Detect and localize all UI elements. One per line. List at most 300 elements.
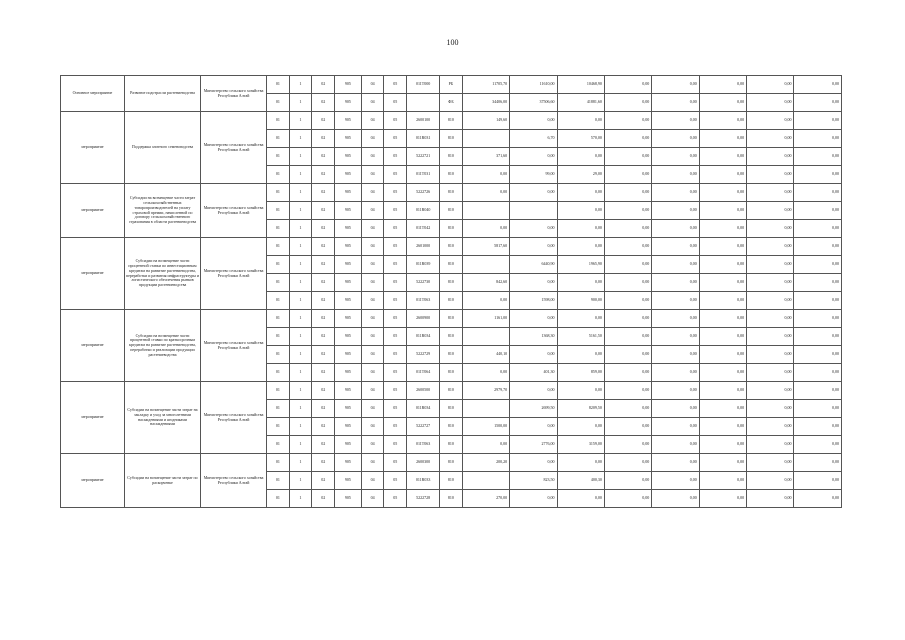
amount-cell: 0,00 [747,328,794,346]
amount-cell: 1965,90 [557,256,604,274]
amount-cell: 0,00 [794,382,842,400]
code-cell: 2600900 [407,310,440,328]
amount-cell: 0,00 [510,274,557,292]
amount-cell: 0,00 [699,238,746,256]
code-cell: 011R033 [407,472,440,490]
amount-cell: 0,00 [510,454,557,472]
code-cell: 905 [335,184,362,202]
amount-cell: 0,00 [604,328,651,346]
amount-cell: 0,00 [557,454,604,472]
amount-cell: 0,00 [604,346,651,364]
code-cell: 5222728 [407,490,440,508]
amount-cell: 0,00 [747,256,794,274]
amount-cell: 0,00 [652,454,699,472]
amount-cell: 0,00 [604,130,651,148]
amount-cell: 0,00 [699,130,746,148]
row-kind-cell: мероприятие [61,454,125,508]
code-cell: 01 [267,166,290,184]
amount-cell: 0,00 [557,112,604,130]
amount-cell: 0,00 [604,436,651,454]
code-cell: 02 [312,472,335,490]
amount-cell: 0,00 [652,76,699,94]
code-cell: 810 [440,346,463,364]
amount-cell: 0,00 [652,400,699,418]
code-cell: 810 [440,310,463,328]
code-cell: 810 [440,400,463,418]
amount-cell: 1598,00 [510,292,557,310]
code-cell: 04 [361,166,384,184]
code-cell: 1 [289,364,312,382]
code-cell: 011R031 [407,130,440,148]
code-cell: 2600500 [407,382,440,400]
table-row [61,310,842,328]
amount-cell: 0,00 [604,292,651,310]
code-cell: 04 [361,94,384,112]
amount-cell: 0,00 [794,256,842,274]
code-cell: 05 [384,166,407,184]
amount-cell: 0,00 [699,490,746,508]
table-row [61,382,842,400]
amount-cell: 0,00 [604,94,651,112]
amount-cell: 0,00 [747,346,794,364]
amount-cell: 0,00 [699,94,746,112]
row-ministry-cell: Министерство сельского хозяйства Республики Алтай [201,454,267,508]
code-cell: 810 [440,238,463,256]
code-cell: 04 [361,490,384,508]
code-cell: 5222721 [407,148,440,166]
code-cell: 05 [384,76,407,94]
amount-cell: 400,30 [557,472,604,490]
amount-cell: 10468,90 [557,76,604,94]
amount-cell: 0,00 [794,274,842,292]
amount-cell: 34406,00 [462,94,509,112]
code-cell: 01 [267,130,290,148]
amount-cell: 0,00 [652,184,699,202]
code-cell: 05 [384,400,407,418]
code-cell: 01 [267,436,290,454]
amount-cell: 0,00 [794,454,842,472]
code-cell: 905 [335,202,362,220]
amount-cell: 0,00 [604,76,651,94]
amount-cell: 0,00 [652,94,699,112]
amount-cell: 2979,70 [462,382,509,400]
code-cell: 810 [440,472,463,490]
amount-cell: 0,00 [747,202,794,220]
code-cell: 1 [289,130,312,148]
code-cell: 1 [289,166,312,184]
code-cell: 02 [312,112,335,130]
amount-cell: 570,00 [557,130,604,148]
amount-cell: 0,00 [699,364,746,382]
code-cell: 1 [289,436,312,454]
code-cell: 810 [440,256,463,274]
code-cell: 05 [384,454,407,472]
amount-cell: 0,00 [604,166,651,184]
amount-cell: 0,00 [794,328,842,346]
amount-cell: 270,00 [462,490,509,508]
amount-cell: 0,00 [604,220,651,238]
amount-cell: 0,00 [794,292,842,310]
code-cell: 01 [267,346,290,364]
code-cell: 04 [361,328,384,346]
amount-cell: 0,00 [604,112,651,130]
code-cell: 1 [289,454,312,472]
amount-cell: 11610,00 [510,76,557,94]
code-cell: 810 [440,292,463,310]
amount-cell: 0,00 [794,238,842,256]
amount-cell: 0,00 [747,490,794,508]
code-cell: 905 [335,130,362,148]
amount-cell: 3159,00 [557,436,604,454]
amount-cell: 0,00 [699,382,746,400]
amount-cell: 0,00 [510,490,557,508]
amount-cell: 0,00 [699,436,746,454]
amount-cell: 371,60 [462,148,509,166]
code-cell: 1 [289,256,312,274]
code-cell: 02 [312,148,335,166]
amount-cell: 0,00 [747,130,794,148]
code-cell: 1 [289,184,312,202]
amount-cell: 0,00 [699,76,746,94]
amount-cell: 1368,30 [510,328,557,346]
row-ministry-cell: Министерство сельского хозяйства Республики Алтай [201,112,267,184]
amount-cell: 0,00 [747,382,794,400]
code-cell: 05 [384,112,407,130]
amount-cell: 0,00 [699,274,746,292]
row-kind-cell: мероприятие [61,112,125,184]
code-cell: 011Т064 [407,364,440,382]
budget-table [60,75,842,508]
amount-cell: 0,00 [652,310,699,328]
amount-cell: 0,00 [604,472,651,490]
code-cell: 1 [289,382,312,400]
amount-cell: 0,00 [794,166,842,184]
amount-cell: 0,00 [747,76,794,94]
amount-cell: 0,00 [557,220,604,238]
code-cell: 810 [440,328,463,346]
code-cell: 01 [267,274,290,292]
amount-cell: 0,00 [462,166,509,184]
code-cell: 905 [335,346,362,364]
code-cell: 05 [384,94,407,112]
row-name-cell: Субсидии на возмещение части затрат по раскорчевке [124,454,200,508]
row-name-cell: Субсидии на возмещение части затрат на закладку и уход за многолетними насаждениями и ягодниками насаждениями [124,382,200,454]
code-cell: 01 [267,202,290,220]
amount-cell: 0,00 [557,310,604,328]
code-cell: 02 [312,184,335,202]
amount-cell: 0,00 [794,310,842,328]
code-cell: 02 [312,292,335,310]
amount-cell: 0,00 [652,490,699,508]
code-cell: 05 [384,238,407,256]
row-kind-cell: мероприятие [61,184,125,238]
amount-cell: 0,00 [699,184,746,202]
amount-cell: 6,70 [510,130,557,148]
code-cell: 04 [361,382,384,400]
amount-cell: 0,00 [652,346,699,364]
amount-cell: 0,00 [747,364,794,382]
code-cell: 01 [267,454,290,472]
amount-cell: 0,00 [652,328,699,346]
row-name-cell: Субсидии на возмещение части затрат сельскохозяйственных товаропроизводителей на уплату страховой премии, начисленной по договору сельскохозяйственного страхования в области растениеводства [124,184,200,238]
amount-cell: 900,00 [557,292,604,310]
code-cell: 04 [361,418,384,436]
code-cell: 011Т063 [407,436,440,454]
code-cell: 02 [312,256,335,274]
row-ministry-cell: Министерство сельского хозяйства Республики Алтай [201,76,267,112]
code-cell: 810 [440,184,463,202]
amount-cell: 1500,00 [462,418,509,436]
code-cell: 02 [312,418,335,436]
amount-cell: 0,00 [604,364,651,382]
amount-cell: 0,00 [747,94,794,112]
amount-cell [462,130,509,148]
amount-cell: 0,00 [699,148,746,166]
row-ministry-cell: Министерство сельского хозяйства Республики Алтай [201,382,267,454]
row-kind-cell: мероприятие [61,382,125,454]
code-cell: 04 [361,184,384,202]
code-cell: 05 [384,490,407,508]
amount-cell: 0,00 [557,148,604,166]
amount-cell: 0,00 [747,436,794,454]
amount-cell: 0,00 [557,382,604,400]
amount-cell: 0,00 [699,220,746,238]
code-cell: 04 [361,364,384,382]
amount-cell: 0,00 [699,310,746,328]
amount-cell: 0,00 [699,202,746,220]
amount-cell: 0,00 [652,274,699,292]
amount-cell: 0,00 [652,292,699,310]
row-name-cell: Развитие подотрасли растениеводства [124,76,200,112]
code-cell: 905 [335,400,362,418]
amount-cell: 0,00 [604,202,651,220]
amount-cell: 0,00 [794,76,842,94]
amount-cell: 0,00 [462,220,509,238]
amount-cell: 0,00 [652,130,699,148]
amount-cell: 0,00 [462,364,509,382]
amount-cell: 0,00 [794,184,842,202]
code-cell: 011R034 [407,328,440,346]
code-cell: 05 [384,184,407,202]
amount-cell: 0,00 [699,256,746,274]
amount-cell: 200,20 [462,454,509,472]
amount-cell: 0,00 [557,346,604,364]
code-cell: 04 [361,220,384,238]
code-cell: 01 [267,310,290,328]
amount-cell: 0,00 [604,454,651,472]
amount-cell: 401,30 [510,364,557,382]
code-cell: 5222730 [407,274,440,292]
amount-cell: 0,00 [652,148,699,166]
amount-cell: 0,00 [510,418,557,436]
amount-cell: 0,00 [604,274,651,292]
code-cell: 1 [289,94,312,112]
code-cell: 04 [361,148,384,166]
amount-cell: 1161,00 [462,310,509,328]
code-cell: 011Т042 [407,220,440,238]
code-cell: 011Т031 [407,166,440,184]
code-cell: 905 [335,418,362,436]
amount-cell [510,202,557,220]
code-cell: 810 [440,220,463,238]
code-cell: 04 [361,292,384,310]
amount-cell: 0,00 [462,184,509,202]
code-cell: 1 [289,274,312,292]
amount-cell: 0,00 [557,418,604,436]
code-cell: 905 [335,220,362,238]
code-cell: 905 [335,148,362,166]
code-cell: 05 [384,130,407,148]
code-cell: 05 [384,436,407,454]
amount-cell: 6440,90 [510,256,557,274]
amount-cell: 0,00 [794,364,842,382]
code-cell: 04 [361,76,384,94]
code-cell: 01 [267,76,290,94]
code-cell: 1 [289,238,312,256]
row-kind-cell: Основное мероприятие [61,76,125,112]
table-row [61,112,842,130]
code-cell: 905 [335,292,362,310]
code-cell: 2600100 [407,112,440,130]
code-cell: 04 [361,112,384,130]
code-cell: 04 [361,400,384,418]
row-ministry-cell: Министерство сельского хозяйства Республики Алтай [201,310,267,382]
code-cell: 810 [440,454,463,472]
code-cell: 01 [267,472,290,490]
amount-cell: 0,00 [652,418,699,436]
table-body [61,76,842,508]
amount-cell: 0,00 [652,166,699,184]
amount-cell: 0,00 [747,184,794,202]
code-cell: 04 [361,202,384,220]
table-row [61,454,842,472]
amount-cell: 0,00 [510,184,557,202]
code-cell: 02 [312,364,335,382]
code-cell: 011Т000 [407,76,440,94]
code-cell: 01 [267,148,290,166]
table-row [61,76,842,94]
code-cell: 1 [289,328,312,346]
code-cell: 810 [440,436,463,454]
code-cell: ФБ [440,94,463,112]
amount-cell: 0,00 [510,148,557,166]
code-cell: 905 [335,274,362,292]
amount-cell: 0,00 [699,328,746,346]
amount-cell [462,400,509,418]
amount-cell: 0,00 [557,184,604,202]
code-cell: 905 [335,436,362,454]
code-cell: 905 [335,112,362,130]
code-cell: 1 [289,148,312,166]
amount-cell: 0,00 [699,472,746,490]
amount-cell: 0,00 [794,130,842,148]
code-cell: 02 [312,400,335,418]
amount-cell: 0,00 [652,364,699,382]
amount-cell: 0,00 [652,382,699,400]
code-cell: 810 [440,274,463,292]
code-cell: 2601000 [407,238,440,256]
page-number: 100 [446,38,459,47]
code-cell: 04 [361,130,384,148]
code-cell: 1 [289,292,312,310]
code-cell: 810 [440,364,463,382]
amount-cell: 0,00 [747,238,794,256]
amount-cell: 0,00 [557,490,604,508]
amount-cell: 0,00 [604,490,651,508]
code-cell: 02 [312,220,335,238]
code-cell: 5222726 [407,184,440,202]
code-cell: 05 [384,292,407,310]
code-cell: 01 [267,364,290,382]
code-cell: 1 [289,472,312,490]
code-cell: 1 [289,418,312,436]
amount-cell: 0,00 [510,382,557,400]
code-cell [407,94,440,112]
code-cell: 1 [289,220,312,238]
code-cell: РБ [440,76,463,94]
amount-cell: 0,00 [747,400,794,418]
code-cell: 905 [335,256,362,274]
amount-cell: 842,60 [462,274,509,292]
amount-cell: 37506,60 [510,94,557,112]
row-ministry-cell: Министерство сельского хозяйства Республики Алтай [201,184,267,238]
amount-cell: 41881,60 [557,94,604,112]
code-cell: 905 [335,94,362,112]
amount-cell: 0,00 [699,292,746,310]
row-kind-cell: мероприятие [61,238,125,310]
amount-cell: 0,00 [794,436,842,454]
code-cell: 1 [289,112,312,130]
amount-cell: 0,00 [747,274,794,292]
code-cell: 02 [312,76,335,94]
code-cell: 01 [267,292,290,310]
code-cell: 01 [267,112,290,130]
amount-cell: 0,00 [510,112,557,130]
amount-cell: 0,00 [794,202,842,220]
amount-cell: 0,00 [557,274,604,292]
amount-cell [462,256,509,274]
code-cell: 02 [312,310,335,328]
amount-cell: 0,00 [747,454,794,472]
row-kind-cell: мероприятие [61,310,125,382]
code-cell: 04 [361,436,384,454]
amount-cell: 0,00 [794,148,842,166]
code-cell: 02 [312,382,335,400]
code-cell: 05 [384,418,407,436]
amount-cell: 0,00 [604,184,651,202]
amount-cell: 0,00 [747,472,794,490]
amount-cell: 0,00 [604,238,651,256]
code-cell: 810 [440,418,463,436]
amount-cell: 0,00 [794,490,842,508]
code-cell: 05 [384,328,407,346]
amount-cell: 2776,00 [510,436,557,454]
code-cell: 810 [440,382,463,400]
code-cell: 04 [361,238,384,256]
code-cell: 01 [267,184,290,202]
amount-cell: 0,00 [747,148,794,166]
code-cell: 05 [384,274,407,292]
amount-cell: 149,60 [462,112,509,130]
amount-cell: 0,00 [747,112,794,130]
code-cell: 02 [312,454,335,472]
code-cell: 011Т063 [407,292,440,310]
amount-cell: 8209,50 [557,400,604,418]
code-cell: 5222727 [407,418,440,436]
code-cell: 2600300 [407,454,440,472]
code-cell: 02 [312,274,335,292]
amount-cell: 5161,50 [557,328,604,346]
